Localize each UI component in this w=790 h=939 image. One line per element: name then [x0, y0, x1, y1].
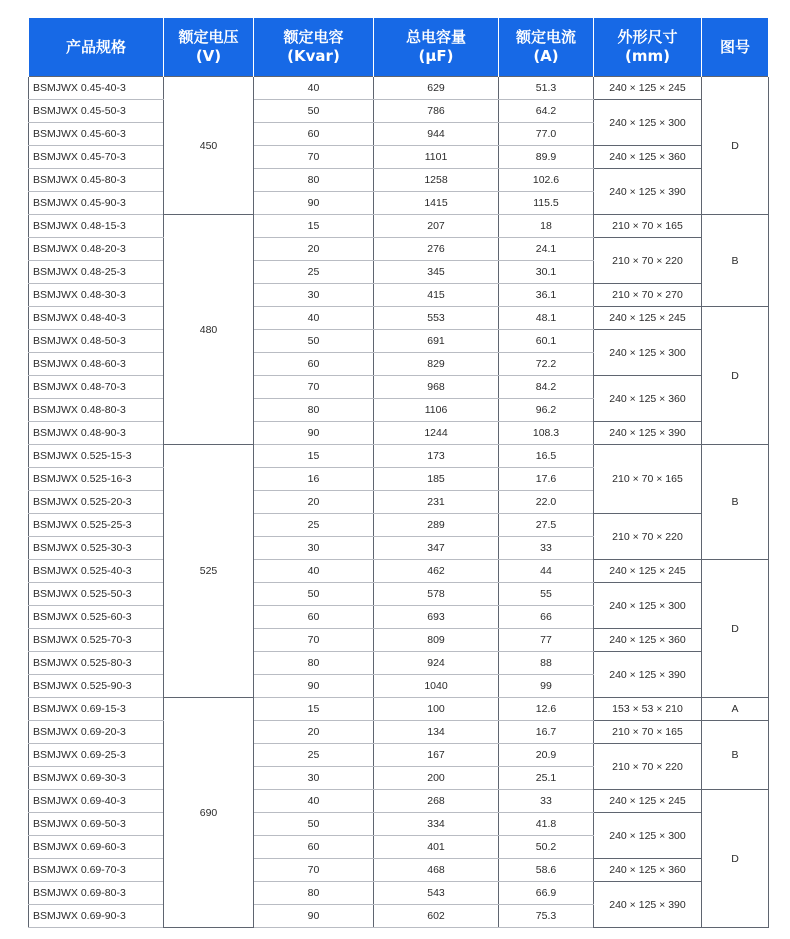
table-row — [29, 698, 769, 721]
capacity-cell: 50 — [254, 583, 374, 606]
capacitance-cell: 200 — [374, 767, 499, 790]
capacitance-cell: 829 — [374, 353, 499, 376]
voltage-cell: 690 — [164, 698, 254, 928]
capacity-cell: 90 — [254, 422, 374, 445]
header-capacitance: 总电容量 (μF) — [374, 18, 499, 77]
current-cell: 36.1 — [499, 284, 594, 307]
capacitance-cell: 276 — [374, 238, 499, 261]
capacity-cell: 40 — [254, 790, 374, 813]
current-cell: 16.7 — [499, 721, 594, 744]
current-cell: 102.6 — [499, 169, 594, 192]
model-cell: BSMJWX 0.69-40-3 — [29, 790, 164, 813]
model-cell: BSMJWX 0.45-70-3 — [29, 146, 164, 169]
capacity-cell: 15 — [254, 698, 374, 721]
figure-cell: B — [702, 215, 769, 307]
model-cell: BSMJWX 0.69-25-3 — [29, 744, 164, 767]
capacity-cell: 40 — [254, 560, 374, 583]
voltage-cell: 525 — [164, 445, 254, 698]
figure-cell: D — [702, 307, 769, 445]
capacity-cell: 60 — [254, 606, 374, 629]
capacity-cell: 20 — [254, 238, 374, 261]
current-cell: 51.3 — [499, 77, 594, 100]
header-capacity: 额定电容 (Kvar) — [254, 18, 374, 77]
model-cell: BSMJWX 0.69-50-3 — [29, 813, 164, 836]
model-cell: BSMJWX 0.48-60-3 — [29, 353, 164, 376]
capacity-cell: 50 — [254, 100, 374, 123]
table-row — [29, 514, 769, 537]
capacity-cell: 40 — [254, 77, 374, 100]
capacitance-cell: 173 — [374, 445, 499, 468]
capacitance-cell: 345 — [374, 261, 499, 284]
capacity-cell: 20 — [254, 721, 374, 744]
capacity-cell: 70 — [254, 376, 374, 399]
model-cell: BSMJWX 0.69-60-3 — [29, 836, 164, 859]
capacity-cell: 16 — [254, 468, 374, 491]
model-cell: BSMJWX 0.69-30-3 — [29, 767, 164, 790]
model-cell: BSMJWX 0.48-70-3 — [29, 376, 164, 399]
table-row — [29, 376, 769, 399]
current-cell: 25.1 — [499, 767, 594, 790]
capacitance-cell: 231 — [374, 491, 499, 514]
capacitance-cell: 289 — [374, 514, 499, 537]
model-cell: BSMJWX 0.48-40-3 — [29, 307, 164, 330]
spec-table — [28, 18, 769, 928]
capacitance-cell: 347 — [374, 537, 499, 560]
dimensions-cell: 210 × 70 × 165 — [594, 445, 702, 514]
model-cell: BSMJWX 0.48-90-3 — [29, 422, 164, 445]
header-current: 额定电流 (A) — [499, 18, 594, 77]
dimensions-cell: 240 × 125 × 300 — [594, 330, 702, 376]
capacity-cell: 80 — [254, 399, 374, 422]
dimensions-cell: 240 × 125 × 360 — [594, 376, 702, 422]
current-cell: 77.0 — [499, 123, 594, 146]
capacitance-cell: 1415 — [374, 192, 499, 215]
current-cell: 12.6 — [499, 698, 594, 721]
table-row — [29, 307, 769, 330]
capacitance-cell: 334 — [374, 813, 499, 836]
capacitance-cell: 1258 — [374, 169, 499, 192]
dimensions-cell: 210 × 70 × 270 — [594, 284, 702, 307]
table-row — [29, 146, 769, 169]
table-row — [29, 882, 769, 905]
table-row — [29, 790, 769, 813]
current-cell: 44 — [499, 560, 594, 583]
dimensions-cell: 240 × 125 × 245 — [594, 560, 702, 583]
current-cell: 99 — [499, 675, 594, 698]
capacity-cell: 20 — [254, 491, 374, 514]
table-row — [29, 813, 769, 836]
table-row — [29, 169, 769, 192]
figure-cell: D — [702, 790, 769, 928]
current-cell: 20.9 — [499, 744, 594, 767]
header-row — [29, 18, 769, 77]
model-cell: BSMJWX 0.48-30-3 — [29, 284, 164, 307]
capacitance-cell: 1101 — [374, 146, 499, 169]
dimensions-cell: 240 × 125 × 360 — [594, 146, 702, 169]
capacitance-cell: 401 — [374, 836, 499, 859]
dimensions-cell: 240 × 125 × 245 — [594, 790, 702, 813]
dimensions-cell: 240 × 125 × 300 — [594, 583, 702, 629]
capacity-cell: 50 — [254, 813, 374, 836]
capacitance-cell: 134 — [374, 721, 499, 744]
capacitance-cell: 268 — [374, 790, 499, 813]
dimensions-cell: 240 × 125 × 300 — [594, 813, 702, 859]
capacitance-cell: 185 — [374, 468, 499, 491]
table-row — [29, 583, 769, 606]
current-cell: 48.1 — [499, 307, 594, 330]
model-cell: BSMJWX 0.48-50-3 — [29, 330, 164, 353]
header-dimensions: 外形尺寸 (mm) — [594, 18, 702, 77]
dimensions-cell: 240 × 125 × 245 — [594, 77, 702, 100]
capacity-cell: 90 — [254, 905, 374, 928]
model-cell: BSMJWX 0.69-20-3 — [29, 721, 164, 744]
capacitance-cell: 468 — [374, 859, 499, 882]
capacitance-cell: 693 — [374, 606, 499, 629]
current-cell: 30.1 — [499, 261, 594, 284]
dimensions-cell: 210 × 70 × 220 — [594, 744, 702, 790]
dimensions-cell: 240 × 125 × 390 — [594, 652, 702, 698]
capacitance-cell: 462 — [374, 560, 499, 583]
current-cell: 18 — [499, 215, 594, 238]
model-cell: BSMJWX 0.525-20-3 — [29, 491, 164, 514]
table-row — [29, 721, 769, 744]
capacitance-cell: 602 — [374, 905, 499, 928]
capacity-cell: 70 — [254, 629, 374, 652]
dimensions-cell: 210 × 70 × 220 — [594, 238, 702, 284]
model-cell: BSMJWX 0.525-16-3 — [29, 468, 164, 491]
model-cell: BSMJWX 0.48-80-3 — [29, 399, 164, 422]
capacity-cell: 15 — [254, 445, 374, 468]
capacity-cell: 60 — [254, 353, 374, 376]
voltage-cell: 480 — [164, 215, 254, 445]
figure-cell: D — [702, 77, 769, 215]
capacity-cell: 25 — [254, 261, 374, 284]
capacity-cell: 25 — [254, 744, 374, 767]
current-cell: 64.2 — [499, 100, 594, 123]
dimensions-cell: 240 × 125 × 390 — [594, 422, 702, 445]
current-cell: 27.5 — [499, 514, 594, 537]
dimensions-cell: 210 × 70 × 165 — [594, 215, 702, 238]
table-row — [29, 100, 769, 123]
figure-cell: A — [702, 698, 769, 721]
current-cell: 84.2 — [499, 376, 594, 399]
dimensions-cell: 240 × 125 × 390 — [594, 169, 702, 215]
current-cell: 89.9 — [499, 146, 594, 169]
current-cell: 16.5 — [499, 445, 594, 468]
capacitance-cell: 167 — [374, 744, 499, 767]
figure-cell: B — [702, 445, 769, 560]
capacity-cell: 25 — [254, 514, 374, 537]
capacitance-cell: 415 — [374, 284, 499, 307]
capacity-cell: 70 — [254, 859, 374, 882]
capacity-cell: 30 — [254, 537, 374, 560]
table-row — [29, 330, 769, 353]
capacitance-cell: 691 — [374, 330, 499, 353]
table-row — [29, 629, 769, 652]
model-cell: BSMJWX 0.45-50-3 — [29, 100, 164, 123]
capacity-cell: 80 — [254, 652, 374, 675]
capacitance-cell: 786 — [374, 100, 499, 123]
dimensions-cell: 210 × 70 × 165 — [594, 721, 702, 744]
model-cell: BSMJWX 0.45-40-3 — [29, 77, 164, 100]
current-cell: 22.0 — [499, 491, 594, 514]
current-cell: 33 — [499, 790, 594, 813]
capacitance-cell: 944 — [374, 123, 499, 146]
model-cell: BSMJWX 0.45-60-3 — [29, 123, 164, 146]
header-model: 产品规格 — [29, 18, 164, 77]
capacitance-cell: 543 — [374, 882, 499, 905]
dimensions-cell: 240 × 125 × 360 — [594, 629, 702, 652]
capacity-cell: 60 — [254, 123, 374, 146]
capacity-cell: 50 — [254, 330, 374, 353]
current-cell: 115.5 — [499, 192, 594, 215]
model-cell: BSMJWX 0.525-30-3 — [29, 537, 164, 560]
current-cell: 33 — [499, 537, 594, 560]
capacitance-cell: 100 — [374, 698, 499, 721]
model-cell: BSMJWX 0.48-20-3 — [29, 238, 164, 261]
table-row — [29, 652, 769, 675]
capacitance-cell: 809 — [374, 629, 499, 652]
dimensions-cell: 240 × 125 × 245 — [594, 307, 702, 330]
dimensions-cell: 240 × 125 × 300 — [594, 100, 702, 146]
capacity-cell: 70 — [254, 146, 374, 169]
current-cell: 66.9 — [499, 882, 594, 905]
current-cell: 55 — [499, 583, 594, 606]
current-cell: 41.8 — [499, 813, 594, 836]
model-cell: BSMJWX 0.69-80-3 — [29, 882, 164, 905]
table-row — [29, 859, 769, 882]
table-row — [29, 445, 769, 468]
capacitance-cell: 207 — [374, 215, 499, 238]
capacitance-cell: 1040 — [374, 675, 499, 698]
model-cell: BSMJWX 0.45-80-3 — [29, 169, 164, 192]
table-row — [29, 422, 769, 445]
current-cell: 50.2 — [499, 836, 594, 859]
table-row — [29, 744, 769, 767]
current-cell: 88 — [499, 652, 594, 675]
dimensions-cell: 153 × 53 × 210 — [594, 698, 702, 721]
capacitance-cell: 553 — [374, 307, 499, 330]
current-cell: 58.6 — [499, 859, 594, 882]
current-cell: 75.3 — [499, 905, 594, 928]
current-cell: 108.3 — [499, 422, 594, 445]
model-cell: BSMJWX 0.69-90-3 — [29, 905, 164, 928]
figure-cell: B — [702, 721, 769, 790]
model-cell: BSMJWX 0.525-90-3 — [29, 675, 164, 698]
capacity-cell: 30 — [254, 284, 374, 307]
model-cell: BSMJWX 0.45-90-3 — [29, 192, 164, 215]
model-cell: BSMJWX 0.525-40-3 — [29, 560, 164, 583]
current-cell: 96.2 — [499, 399, 594, 422]
capacitance-cell: 1106 — [374, 399, 499, 422]
model-cell: BSMJWX 0.525-15-3 — [29, 445, 164, 468]
dimensions-cell: 210 × 70 × 220 — [594, 514, 702, 560]
model-cell: BSMJWX 0.525-60-3 — [29, 606, 164, 629]
current-cell: 66 — [499, 606, 594, 629]
table-row — [29, 560, 769, 583]
table-row — [29, 238, 769, 261]
capacity-cell: 80 — [254, 882, 374, 905]
table-row — [29, 215, 769, 238]
model-cell: BSMJWX 0.525-50-3 — [29, 583, 164, 606]
model-cell: BSMJWX 0.48-15-3 — [29, 215, 164, 238]
model-cell: BSMJWX 0.525-70-3 — [29, 629, 164, 652]
capacity-cell: 80 — [254, 169, 374, 192]
current-cell: 72.2 — [499, 353, 594, 376]
current-cell: 60.1 — [499, 330, 594, 353]
current-cell: 17.6 — [499, 468, 594, 491]
current-cell: 77 — [499, 629, 594, 652]
capacitance-cell: 1244 — [374, 422, 499, 445]
voltage-cell: 450 — [164, 77, 254, 215]
header-voltage: 额定电压 (V) — [164, 18, 254, 77]
model-cell: BSMJWX 0.525-80-3 — [29, 652, 164, 675]
table-row — [29, 77, 769, 100]
model-cell: BSMJWX 0.69-15-3 — [29, 698, 164, 721]
capacity-cell: 90 — [254, 675, 374, 698]
model-cell: BSMJWX 0.48-25-3 — [29, 261, 164, 284]
model-cell: BSMJWX 0.525-25-3 — [29, 514, 164, 537]
dimensions-cell: 240 × 125 × 390 — [594, 882, 702, 928]
capacitance-cell: 629 — [374, 77, 499, 100]
dimensions-cell: 240 × 125 × 360 — [594, 859, 702, 882]
table-row — [29, 284, 769, 307]
spec-body — [29, 77, 769, 928]
capacity-cell: 15 — [254, 215, 374, 238]
capacitance-cell: 578 — [374, 583, 499, 606]
figure-cell: D — [702, 560, 769, 698]
current-cell: 24.1 — [499, 238, 594, 261]
capacity-cell: 30 — [254, 767, 374, 790]
capacitance-cell: 924 — [374, 652, 499, 675]
model-cell: BSMJWX 0.69-70-3 — [29, 859, 164, 882]
capacity-cell: 90 — [254, 192, 374, 215]
capacity-cell: 40 — [254, 307, 374, 330]
capacitance-cell: 968 — [374, 376, 499, 399]
header-figure: 图号 — [702, 18, 769, 77]
capacity-cell: 60 — [254, 836, 374, 859]
